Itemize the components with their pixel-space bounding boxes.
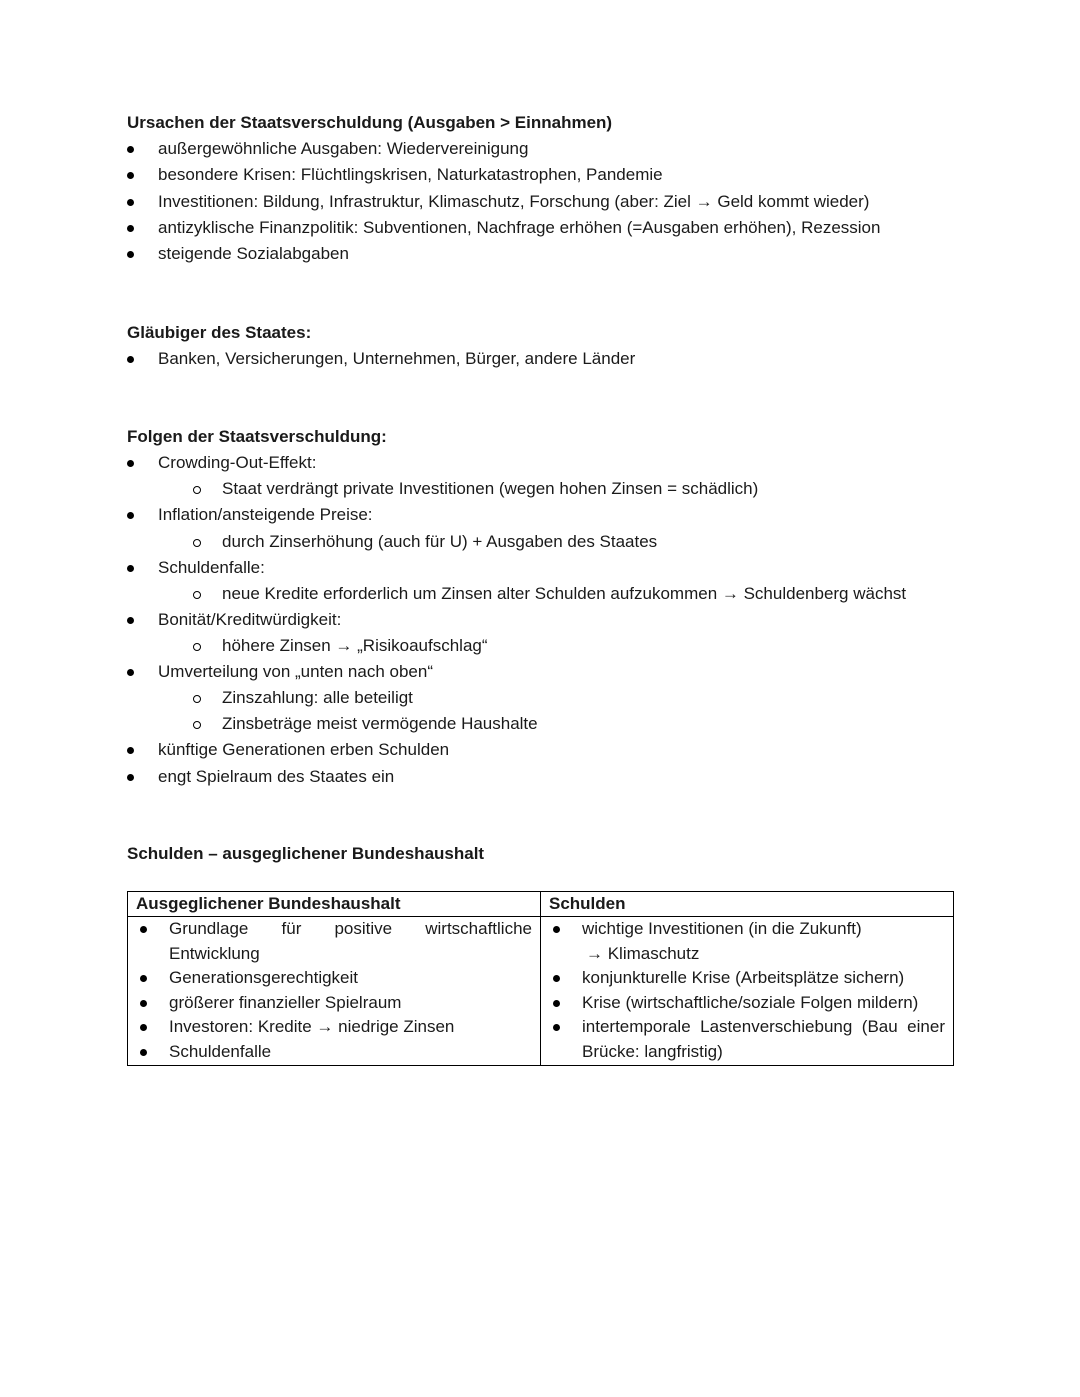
bullet-icon: [553, 926, 560, 933]
list-item: Krise (wirtschaftliche/soziale Folgen mildern): [547, 991, 945, 1016]
list-item: steigende Sozialabgaben: [127, 241, 880, 267]
bullet-list: [127, 346, 635, 372]
sub-list-item: neue Kredite erforderlich um Zinsen alter Schulden aufzukommen → Schuldenberg wächst: [127, 581, 906, 607]
list-item: Crowding-Out-Effekt: Staat verdrängt private Investitionen (wegen hohen Zinsen = schädlich): [127, 450, 906, 502]
table-cell-balanced-budget: [128, 917, 541, 1066]
bullet-icon: [127, 617, 134, 624]
section-heading: Ursachen der Staatsverschuldung (Ausgaben > Einnahmen): [127, 113, 613, 132]
bullet-icon: [127, 225, 134, 232]
sub-list-item: Zinsbeträge meist vermögende Haushalte: [127, 711, 906, 737]
sub-list: [158, 581, 906, 607]
bullet-icon: [127, 460, 134, 467]
list-item: außergewöhnliche Ausgaben: Wiedervereinigung: [127, 136, 880, 162]
table-header-debt: Schulden: [541, 892, 954, 917]
list-item: intertemporale Lastenverschiebung (Bau einer Brücke: langfristig): [547, 1015, 945, 1064]
bullet-icon: [127, 251, 134, 258]
bullet-icon: [127, 512, 134, 519]
bullet-list: [127, 136, 880, 267]
section-vergleich: [127, 841, 484, 867]
list-item: engt Spielraum des Staates ein: [127, 764, 906, 790]
section-ursachen: [127, 110, 880, 267]
bullet-icon: [553, 1000, 560, 1007]
circle-bullet-icon: [193, 721, 201, 729]
bullet-icon: [553, 1024, 560, 1031]
bullet-icon: [140, 926, 147, 933]
sub-note: → Klimaschutz: [586, 943, 700, 963]
list-item: Investitionen: Bildung, Infrastruktur, Klimaschutz, Forschung (aber: Ziel → Geld kommt wieder): [127, 189, 880, 215]
section-heading: Folgen der Staatsverschuldung:: [127, 427, 387, 446]
circle-bullet-icon: [193, 643, 201, 651]
circle-bullet-icon: [193, 539, 201, 547]
table-cell-debt: [541, 917, 954, 1066]
sub-list: [158, 476, 906, 502]
bullet-list: [127, 450, 906, 790]
bullet-list: [547, 917, 945, 1065]
section-glaeubiger: [127, 320, 635, 372]
section-heading: Gläubiger des Staates:: [127, 323, 312, 342]
sub-list-item: höhere Zinsen → „Risikoaufschlag“: [127, 633, 906, 659]
list-item: Schuldenfalle: neue Kredite erforderlich um Zinsen alter Schulden aufzukommen → Schuldenberg wächst: [127, 555, 906, 607]
comparison-table: [127, 891, 954, 1066]
circle-bullet-icon: [193, 486, 201, 494]
circle-bullet-icon: [193, 591, 201, 599]
list-item: Investoren: Kredite → niedrige Zinsen: [134, 1015, 532, 1040]
bullet-list: [134, 917, 532, 1065]
list-item: Umverteilung von „unten nach oben“ Zinszahlung: alle beteiligt Zinsbeträge meist vermögende Haushalte: [127, 659, 906, 737]
list-item: besondere Krisen: Flüchtlingskrisen, Naturkatastrophen, Pandemie: [127, 162, 880, 188]
bullet-icon: [553, 975, 560, 982]
list-item: Generationsgerechtigkeit: [134, 966, 532, 991]
bullet-icon: [140, 975, 147, 982]
list-item: künftige Generationen erben Schulden: [127, 737, 906, 763]
list-item: Bonität/Kreditwürdigkeit: höhere Zinsen → „Risikoaufschlag“: [127, 607, 906, 659]
sub-list-item: durch Zinserhöhung (auch für U) + Ausgaben des Staates: [127, 529, 906, 555]
bullet-icon: [140, 1024, 147, 1031]
sub-list: [158, 529, 906, 555]
sub-list: [158, 633, 906, 659]
bullet-icon: [127, 356, 134, 363]
list-item: Schuldenfalle: [134, 1040, 532, 1065]
table-row: [128, 917, 954, 1066]
list-item: antizyklische Finanzpolitik: Subventionen, Nachfrage erhöhen (=Ausgaben erhöhen), Rezession: [127, 215, 880, 241]
section-folgen: [127, 424, 906, 790]
sub-list: [158, 685, 906, 737]
list-item: wichtige Investitionen (in die Zukunft) → Klimaschutz: [547, 917, 945, 966]
list-item: Grundlage für positive wirtschaftliche Entwicklung: [134, 917, 532, 966]
table-header-row: [128, 892, 954, 917]
list-item: konjunkturelle Krise (Arbeitsplätze sichern): [547, 966, 945, 991]
list-item: Inflation/ansteigende Preise: durch Zinserhöhung (auch für U) + Ausgaben des Staates: [127, 502, 906, 554]
bullet-icon: [127, 199, 134, 206]
bullet-icon: [140, 1000, 147, 1007]
section-heading: Schulden – ausgeglichener Bundeshaushalt: [127, 844, 485, 863]
bullet-icon: [127, 747, 134, 754]
bullet-icon: [127, 146, 134, 153]
bullet-icon: [140, 1049, 147, 1056]
list-item: Banken, Versicherungen, Unternehmen, Bürger, andere Länder: [127, 346, 635, 372]
bullet-icon: [127, 669, 134, 676]
bullet-icon: [127, 172, 134, 179]
list-item: größerer finanzieller Spielraum: [134, 991, 532, 1016]
table-header-balanced-budget: Ausgeglichener Bundeshaushalt: [128, 892, 541, 917]
bullet-icon: [127, 774, 134, 781]
bullet-icon: [127, 565, 134, 572]
sub-list-item: Zinszahlung: alle beteiligt: [127, 685, 906, 711]
sub-list-item: Staat verdrängt private Investitionen (wegen hohen Zinsen = schädlich): [127, 476, 906, 502]
circle-bullet-icon: [193, 695, 201, 703]
